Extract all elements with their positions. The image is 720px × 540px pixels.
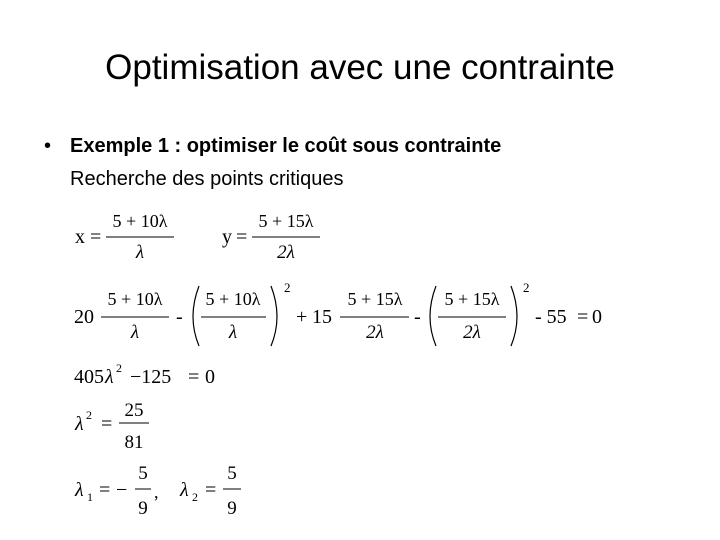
equals-sign: = <box>99 479 111 501</box>
subscript-1: 1 <box>87 490 93 504</box>
denominator: 2λ <box>463 322 481 343</box>
exponent-2: 2 <box>116 361 122 375</box>
denominator-9: 9 <box>138 498 148 519</box>
comma: , <box>154 482 159 502</box>
plus-sign: + <box>296 306 308 328</box>
minus-sign: − <box>116 479 128 501</box>
equals-sign: = <box>236 226 248 248</box>
denominator: λ <box>130 322 140 343</box>
lambda-symbol: λ <box>75 479 84 501</box>
equation-lambda-squared <box>60 396 180 456</box>
zero: 0 <box>592 306 602 328</box>
minus-sign: - <box>176 306 183 328</box>
slide-title: Optimisation avec une contrainte <box>105 48 615 87</box>
solution-lambda-2 <box>179 463 241 519</box>
numerator-x: 5 + 10λ <box>112 211 168 231</box>
numerator: 5 + 15λ <box>347 289 403 309</box>
equation-x-y <box>60 205 340 267</box>
bullet-icon: • <box>44 135 52 157</box>
bullet-heading: Exemple 1 : optimiser le coût sous contrainte <box>70 135 502 157</box>
minus-sign: - <box>414 306 421 328</box>
denominator-9: 9 <box>227 498 237 519</box>
numerator-y: 5 + 15λ <box>258 211 314 231</box>
left-paren <box>193 286 199 346</box>
bullet-item <box>44 133 501 159</box>
numerator: 5 + 10λ <box>205 289 261 309</box>
equation-x <box>75 211 174 263</box>
exponent-2: 2 <box>284 280 291 295</box>
lambda-symbol: λ <box>180 479 189 501</box>
lambda-symbol: λ <box>105 366 114 388</box>
exponent-2: 2 <box>523 280 530 295</box>
equation-solutions <box>60 458 260 520</box>
right-paren <box>271 286 277 346</box>
equals-sign: = <box>90 226 102 248</box>
equals-sign: = <box>101 413 113 435</box>
solution-lambda-1 <box>74 463 159 519</box>
constant-125: −125 <box>130 366 172 388</box>
bullet-subheading: Recherche des points critiques <box>70 168 344 190</box>
numerator: 5 + 10λ <box>107 289 163 309</box>
numerator: 5 + 15λ <box>444 289 500 309</box>
equation-constraint <box>60 280 620 350</box>
numerator-5: 5 <box>227 463 237 484</box>
equation-y <box>222 211 320 263</box>
coef-15: 15 <box>312 306 332 328</box>
var-x: x <box>75 226 85 248</box>
var-y: y <box>222 226 232 248</box>
left-paren <box>430 286 436 346</box>
numerator-25: 25 <box>124 400 144 421</box>
denominator-y: 2λ <box>277 242 295 263</box>
numerator-5: 5 <box>138 463 148 484</box>
right-paren <box>511 286 517 346</box>
denominator: λ <box>228 322 238 343</box>
equals-sign: = <box>205 479 217 501</box>
denominator: 2λ <box>366 322 384 343</box>
denominator-x: λ <box>135 242 145 263</box>
exponent-2: 2 <box>86 408 92 422</box>
subscript-2: 2 <box>192 490 198 504</box>
lambda-symbol: λ <box>75 413 84 435</box>
coef-20: 20 <box>74 306 94 328</box>
coef-405: 405 <box>74 366 104 388</box>
equation-quadratic <box>60 360 260 392</box>
equals-sign: = <box>577 306 589 328</box>
denominator-81: 81 <box>124 432 144 453</box>
constant-55: - 55 <box>535 306 567 328</box>
zero: 0 <box>205 366 215 388</box>
equals-sign: = <box>188 366 200 388</box>
